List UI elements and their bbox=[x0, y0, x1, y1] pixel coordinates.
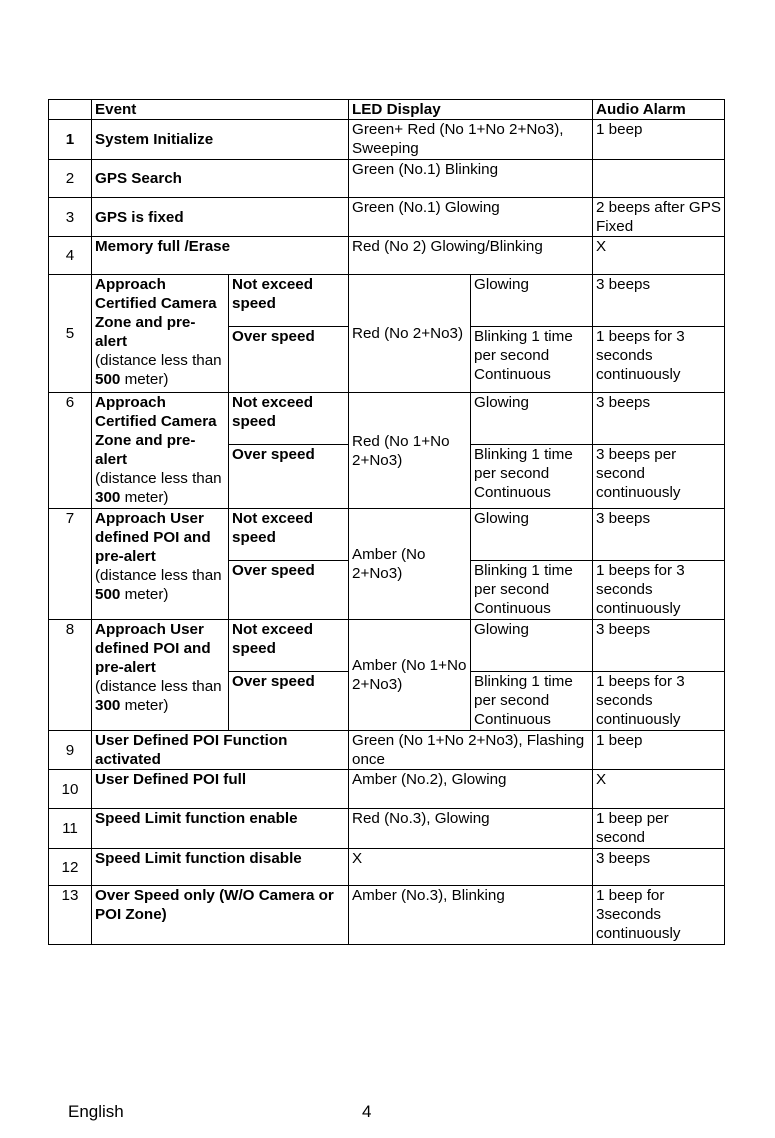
header-audio: Audio Alarm bbox=[596, 101, 686, 118]
table-row: Over speed Blinking 1 time per second Continuous 1 beeps for 3 seconds continuously bbox=[49, 672, 725, 731]
table-row: 2 GPS Search Green (No.1) Blinking bbox=[49, 160, 725, 198]
footer-language: English bbox=[68, 1102, 124, 1121]
table-row: 13 Over Speed only (W/O Camera or POI Zone) Amber (No.3), Blinking 1 beep for 3seconds continuously bbox=[49, 886, 725, 945]
table-row: 1 System Initialize Green+ Red (No 1+No 2+No3), Sweeping 1 beep bbox=[49, 120, 725, 160]
table-row: 9 User Defined POI Function activated Green (No 1+No 2+No3), Flashing once 1 beep bbox=[49, 731, 725, 770]
table-row: 7 Approach User defined POI and pre-alert (distance less than 500 meter) Not exceed speed Amber (No 2+No3) Glowing 3 beeps bbox=[49, 509, 725, 561]
table-row: 3 GPS is fixed Green (No.1) Glowing 2 beeps after GPS Fixed bbox=[49, 198, 725, 237]
header-event: Event bbox=[95, 101, 137, 118]
table-row: Over speed Blinking 1 time per second Continuous 3 beeps per second continuously bbox=[49, 445, 725, 509]
table-row: 10 User Defined POI full Amber (No.2), Glowing X bbox=[49, 770, 725, 809]
table-row: 6 Approach Certified Camera Zone and pre-alert (distance less than 300 meter) Not exceed speed Red (No 1+No 2+No3) Glowing 3 beeps bbox=[49, 393, 725, 445]
alert-table bbox=[48, 99, 725, 945]
table-row: 11 Speed Limit function enable Red (No.3), Glowing 1 beep per second bbox=[49, 809, 725, 849]
table-row: Over speed Blinking 1 time per second Continuous 1 beeps for 3 seconds continuously bbox=[49, 327, 725, 393]
table-row: 4 Memory full /Erase Red (No 2) Glowing/Blinking X bbox=[49, 237, 725, 275]
table-row: Over speed Blinking 1 time per second Continuous 1 beeps for 3 seconds continuously bbox=[49, 561, 725, 620]
header-led: LED Display bbox=[352, 101, 441, 118]
table-row: 12 Speed Limit function disable X 3 beeps bbox=[49, 849, 725, 886]
table-header-row bbox=[49, 100, 725, 120]
page-number: 4 bbox=[362, 1102, 372, 1121]
table-row: 5 Approach Certified Camera Zone and pre-alert (distance less than 500 meter) Not exceed speed Red (No 2+No3) Glowing 3 beeps bbox=[49, 275, 725, 327]
table-row: 8 Approach User defined POI and pre-alert (distance less than 300 meter) Not exceed speed Amber (No 1+No 2+No3) Glowing 3 beeps bbox=[49, 620, 725, 672]
